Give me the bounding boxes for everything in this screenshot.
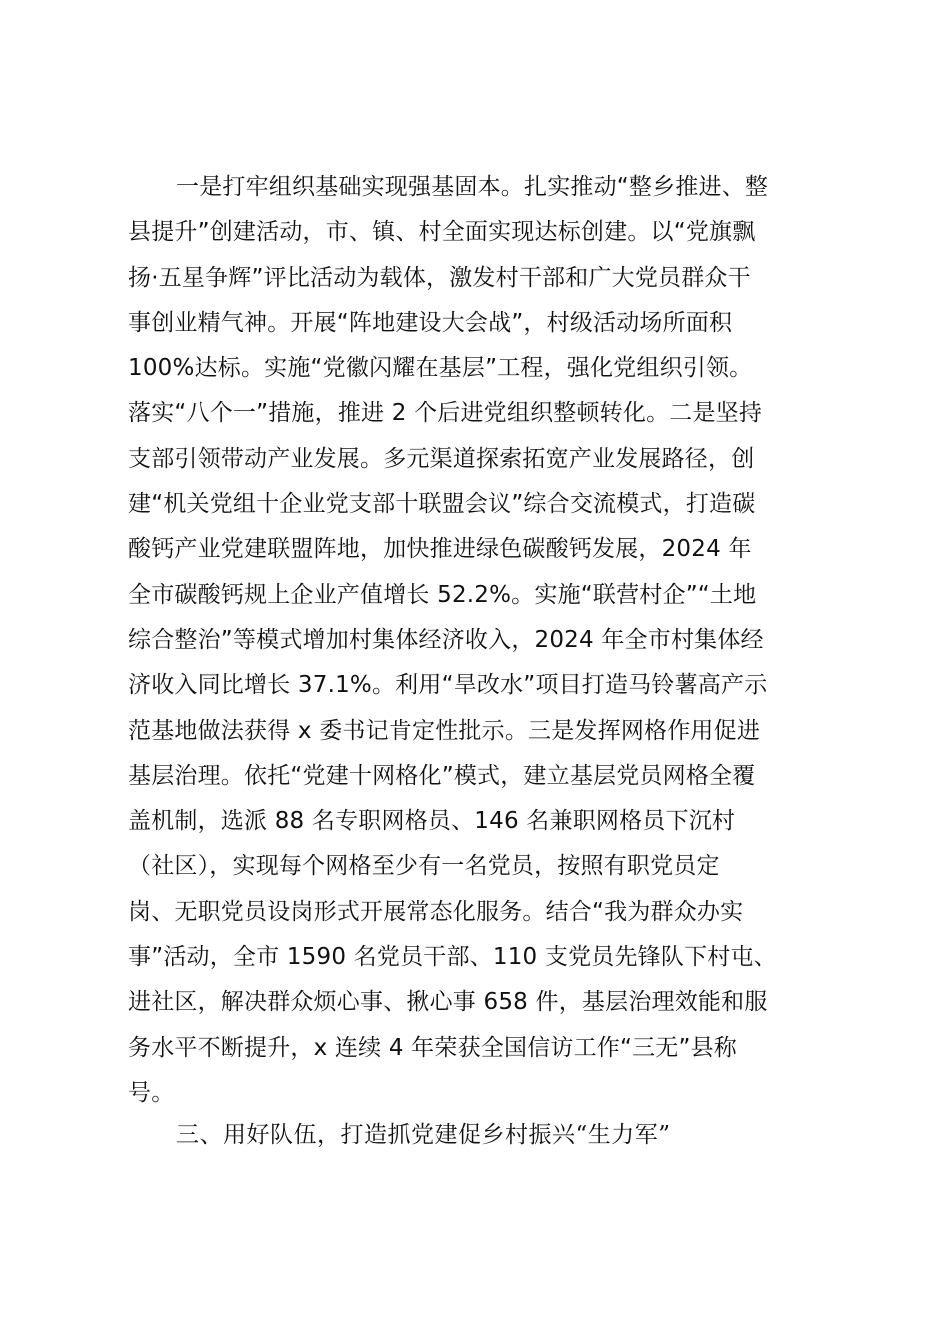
paragraph-line: 一是打牢组织基础实现强基固本。扎实推动“整乡推进、整 — [176, 174, 769, 200]
paragraph-line: 酸钙产业党建联盟阵地，加快推进绿色碳酸钙发展，2024 年 — [128, 536, 752, 563]
paragraph-line: 盖机制，选派 88 名专职网格员、146 名兼职网格员下沉村 — [128, 808, 736, 835]
paragraph-line: 号。 — [128, 1079, 175, 1106]
paragraph-line: 落实“八个一”措施，推进 2 个后进党组织整顿转化。二是坚持 — [128, 400, 763, 427]
paragraph-line: （社区），实现每个网格至少有一名党员，按照有职党员定 — [128, 853, 720, 880]
paragraph-line: 全市碳酸钙规上企业产值增长 52.2%。实施“联营村企”“土地 — [128, 581, 757, 608]
body-paragraph — [128, 165, 836, 1116]
paragraph-line: 基层治理。依托“党建十网格化”模式，建立基层党员网格全覆 — [128, 762, 756, 789]
paragraph-line: 事创业精气神。开展“阵地建设大会战”，村级活动场所面积 — [128, 309, 733, 336]
paragraph-line: 100%达标。实施“党徽闪耀在基层”工程，强化党组织引领。 — [128, 355, 753, 382]
paragraph-line: 济收入同比增长 37.1%。利用“旱改水”项目打造马铃薯高产示 — [128, 672, 768, 699]
paragraph-line: 事”活动，全市 1590 名党员干部、110 支党员先锋队下村屯、 — [128, 944, 777, 971]
paragraph-line: 进社区，解决群众烦心事、揪心事 658 件，基层治理效能和服 — [128, 989, 768, 1016]
paragraph-line: 范基地做法获得 x 委书记肯定性批示。三是发挥网格作用促进 — [128, 717, 761, 744]
paragraph-line: 县提升”创建活动，市、镇、村全面实现达标创建。以“党旗飘 — [128, 219, 756, 246]
paragraph-line: 建“机关党组十企业党支部十联盟会议”综合交流模式，打造碳 — [128, 491, 756, 518]
paragraph-line: 岗、无职党员设岗形式开展常态化服务。结合“我为群众办实 — [128, 898, 744, 925]
section-heading: 三、用好队伍，打造抓党建促乡村振兴“生力军” — [176, 1122, 671, 1148]
paragraph-line: 扬·五星争辉”评比活动为载体，激发村干部和广大党员群众干 — [128, 264, 751, 291]
paragraph-line: 支部引领带动产业发展。多元渠道探索拓宽产业发展路径，创 — [128, 445, 755, 472]
paragraph-line: 综合整治”等模式增加村集体经济收入，2024 年全市村集体经 — [128, 626, 764, 653]
paragraph-line: 务水平不断提升，x 连续 4 年荣获全国信访工作“三无”县称 — [128, 1034, 738, 1061]
